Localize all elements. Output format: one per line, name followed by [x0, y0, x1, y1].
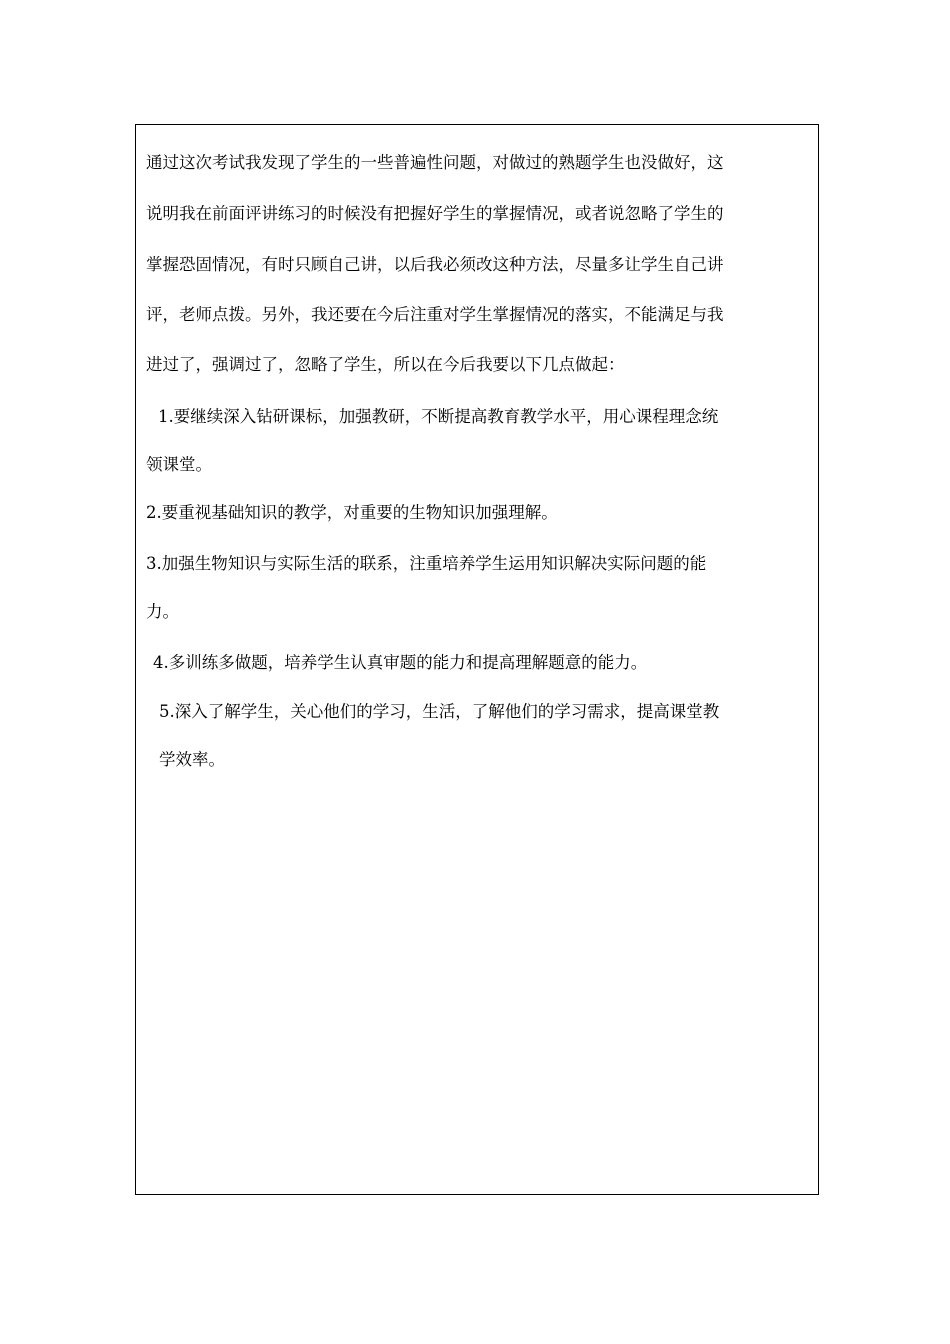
list-item-5-line: 5.深入了解学生，关心他们的学习，生活，了解他们的学习需求，提高课堂教: [159, 702, 720, 721]
paragraph-line: 通过这次考试我发现了学生的一些普遍性问题，对做过的熟题学生也没做好，这: [146, 153, 724, 172]
list-item-2-line: 2.要重视基础知识的教学，对重要的生物知识加强理解。: [146, 503, 558, 522]
list-item-3-line: 3.加强生物知识与实际生活的联系，注重培养学生运用知识解决实际问题的能: [146, 554, 707, 573]
paragraph-line: 进过了，强调过了，忽略了学生，所以在今后我要以下几点做起：: [146, 355, 625, 374]
list-item-3-line: 力。: [146, 602, 179, 621]
list-item-1-line: 领课堂。: [146, 455, 212, 474]
list-item-5-line: 学效率。: [159, 750, 225, 769]
list-item-4-line: 4.多训练多做题，培养学生认真审题的能力和提高理解题意的能力。: [153, 653, 648, 672]
list-item-1-line: 1.要继续深入钻研课标，加强教研，不断提高教育教学水平，用心课程理念统: [158, 407, 719, 426]
paragraph-line: 说明我在前面评讲练习的时候没有把握好学生的掌握情况，或者说忽略了学生的: [146, 204, 724, 223]
paragraph-line: 评，老师点拨。另外，我还要在今后注重对学生掌握情况的落实，不能满足与我: [146, 305, 724, 324]
paragraph-line: 掌握恐固情况，有时只顾自己讲，以后我必须改这种方法，尽量多让学生自己讲: [146, 255, 724, 274]
